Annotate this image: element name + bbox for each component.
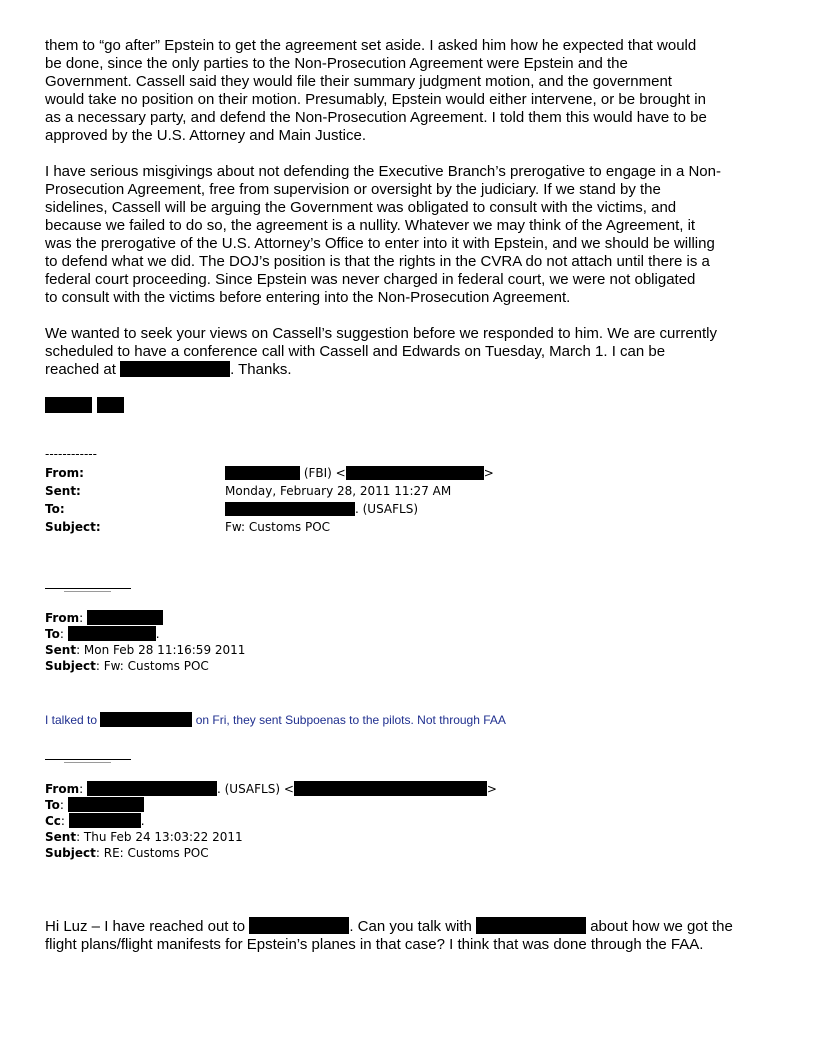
redaction-block: [100, 712, 192, 727]
from-value: (FBI) < >: [225, 464, 494, 482]
text-line: approved by the U.S. Attorney and Main Justice.: [45, 127, 367, 144]
email-header-2: From: To: . Sent: Mon Feb 28 11:16:59 2011 Subject: Fw: Customs POC: [45, 611, 246, 673]
redaction-block: [120, 361, 230, 377]
redaction-block: [87, 781, 217, 796]
text-line: sidelines, Cassell will be arguing the Government was obligated to consult with the victims, and: [45, 199, 677, 216]
text-line: We wanted to seek your views on Cassell’s suggestion before we responded to him. We are currently: [45, 325, 718, 342]
subject-value: : RE: Customs POC: [95, 846, 209, 860]
sent-label: Sent: [45, 643, 77, 657]
redaction-block: [294, 781, 487, 796]
text-line: would take no position on their motion. Presumably, Epstein would either intervene, or be brought in: [45, 91, 706, 108]
to-label: To: [45, 798, 60, 812]
sent-value: : Thu Feb 24 13:03:22 2011: [76, 830, 243, 844]
paragraph-3: [45, 325, 780, 379]
to-label: To: [45, 627, 60, 641]
cc-label: Cc: [45, 814, 61, 828]
from-label: From: [45, 782, 80, 796]
closing-paragraph: [45, 917, 780, 954]
divider-line: [64, 591, 111, 592]
email-2-body: I talked to on Fri, they sent Subpoenas to the pilots. Not through FAA: [45, 713, 506, 727]
from-label: From: [45, 611, 80, 625]
redaction-block: [249, 917, 349, 934]
redaction-block: [68, 626, 156, 641]
text-line: Government. Cassell said they would file their summary judgment motion, and the government: [45, 73, 672, 90]
text-line: flight plans/flight manifests for Epstein’s planes in that case? I think that was done through the FAA.: [45, 936, 704, 953]
subject-value: : Fw: Customs POC: [95, 659, 209, 673]
text-line: them to “go after” Epstein to get the agreement set aside. I asked him how he expected that would: [45, 37, 697, 54]
text-line: federal court proceeding. Since Epstein was never charged in federal court, we were not obligated: [45, 271, 696, 288]
subject-label: Subject:: [45, 520, 101, 534]
text-line: Prosecution Agreement, free from supervision or oversight by the judiciary. If we stand by the: [45, 181, 661, 198]
text-line: to consult with the victims before entering into the Non-Prosecution Agreement.: [45, 289, 571, 306]
text-line: because we failed to do so, the agreement is a nullity. Whatever we may think of the Agreement, it: [45, 217, 696, 234]
subject-label: Subject: [45, 659, 96, 673]
redaction-block: [69, 813, 141, 828]
from-label: From:: [45, 466, 84, 480]
signature-redaction: [45, 397, 92, 413]
subject-value: Fw: Customs POC: [225, 520, 331, 534]
redaction-block: [225, 502, 355, 516]
divider-line: [45, 588, 131, 589]
text-line: I have serious misgivings about not defending the Executive Branch’s prerogative to engage in a Non-: [45, 163, 721, 180]
redaction-block: [87, 610, 163, 625]
redaction-block: [476, 917, 586, 934]
subject-label: Subject: [45, 846, 96, 860]
redaction-block: [68, 797, 144, 812]
text-line: Hi Luz – I have reached out to . Can you talk with about how we got the: [45, 918, 733, 935]
to-label: To:: [45, 502, 65, 516]
text-line: as a necessary party, and defend the Non-Prosecution Agreement. I told them this would have to be: [45, 109, 707, 126]
sent-label: Sent:: [45, 484, 81, 498]
contact-prefix: reached at: [45, 361, 116, 378]
contact-suffix: . Thanks.: [230, 361, 292, 378]
text-line: to defend what we did. The DOJ’s position is that the rights in the CVRA do not attach until there is a: [45, 253, 710, 270]
divider-line: [45, 759, 131, 760]
text-line: [45, 361, 780, 379]
sent-label: Sent: [45, 830, 77, 844]
email-header-1: [45, 464, 745, 536]
to-value: . (USAFLS): [225, 500, 418, 518]
text-line: was the prerogative of the U.S. Attorney’s Office to enter into it with Epstein, and we should be willing: [45, 235, 715, 252]
redaction-block: [346, 466, 484, 480]
text-line: be done, since the only parties to the Non-Prosecution Agreement were Epstein and the: [45, 55, 628, 72]
divider-line: [64, 762, 111, 763]
email-header-3: From: . (USAFLS) < > To: Cc: . Sent: Thu Feb 24 13:03:22 2011 Subject: RE: Customs POC: [45, 782, 497, 860]
redaction-block: [225, 466, 300, 480]
paragraph-2: [45, 163, 780, 307]
signature-redaction: [97, 397, 124, 413]
paragraph-1: [45, 37, 780, 145]
text-line: scheduled to have a conference call with Cassell and Edwards on Tuesday, March 1. I can be: [45, 343, 666, 360]
sent-value: : Mon Feb 28 11:16:59 2011: [76, 643, 246, 657]
sent-value: Monday, February 28, 2011 11:27 AM: [225, 484, 452, 498]
separator-dashes: ------------: [45, 447, 97, 461]
